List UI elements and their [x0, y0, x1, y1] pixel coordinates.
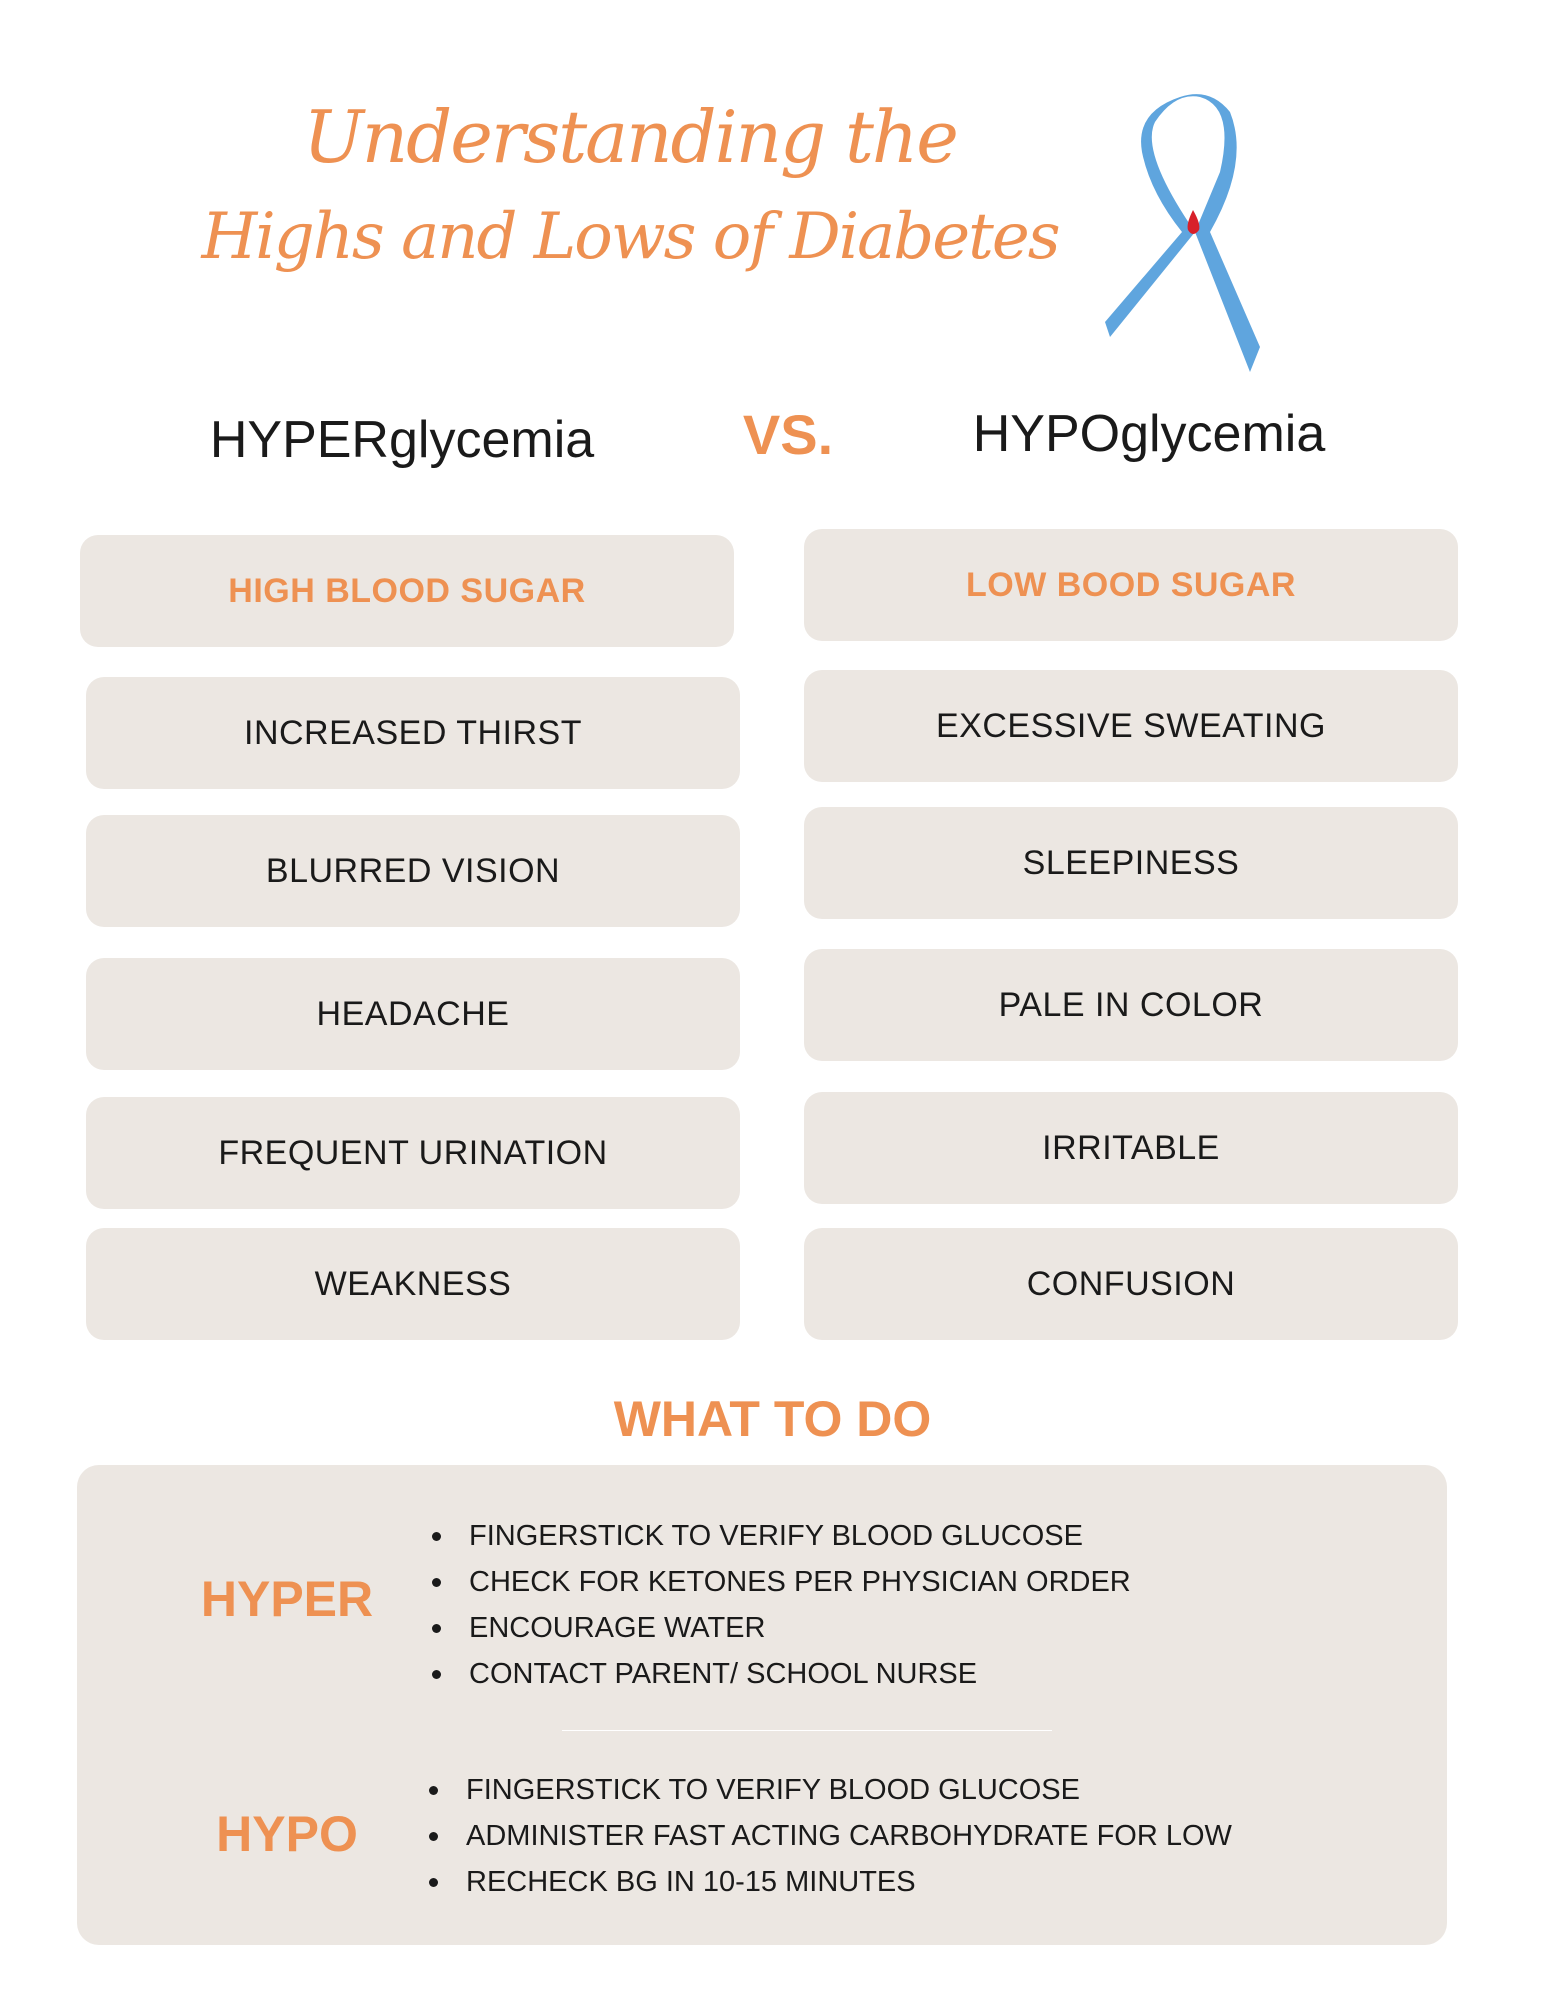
- hypo-symptom: SLEEPINESS: [804, 807, 1458, 919]
- vs-label: VS.: [742, 403, 834, 466]
- hyper-symptom: BLURRED VISION: [86, 815, 740, 927]
- list-item: CHECK FOR KETONES PER PHYSICIAN ORDER: [432, 1559, 1131, 1605]
- title-line-2: Highs and Lows of Diabetes: [201, 200, 1059, 274]
- title-line-1: Understanding the: [303, 95, 957, 179]
- hypo-symptom: PALE IN COLOR: [804, 949, 1458, 1061]
- list-item: FINGERSTICK TO VERIFY BLOOD GLUCOSE: [429, 1767, 1232, 1813]
- hyper-symptom: INCREASED THIRST: [86, 677, 740, 789]
- hypo-symptom: IRRITABLE: [804, 1092, 1458, 1204]
- list-item: FINGERSTICK TO VERIFY BLOOD GLUCOSE: [432, 1513, 1131, 1559]
- list-item: RECHECK BG IN 10-15 MINUTES: [429, 1859, 1232, 1905]
- section-divider: [562, 1730, 1052, 1731]
- blood-drop-icon: [1188, 210, 1200, 234]
- hyper-symptom: FREQUENT URINATION: [86, 1097, 740, 1209]
- hyper-label: HYPER: [200, 1571, 374, 1627]
- hyper-steps-list: [432, 1513, 1131, 1697]
- hypo-label: HYPO: [216, 1806, 358, 1862]
- awareness-ribbon-icon: [1100, 92, 1270, 377]
- hyperglycemia-heading: HYPERglycemia: [209, 411, 595, 469]
- what-to-do-panel: [77, 1465, 1447, 1945]
- hyper-symptom: WEAKNESS: [86, 1228, 740, 1340]
- hyper-symptom: HEADACHE: [86, 958, 740, 1070]
- list-item: CONTACT PARENT/ SCHOOL NURSE: [432, 1651, 1131, 1697]
- what-to-do-heading: WHAT TO DO: [613, 1391, 932, 1447]
- hypo-steps-list: [429, 1767, 1232, 1905]
- hypoglycemia-heading: HYPOglycemia: [972, 405, 1326, 463]
- hypo-symptom: EXCESSIVE SWEATING: [804, 670, 1458, 782]
- hypo-symptom: CONFUSION: [804, 1228, 1458, 1340]
- hypo-symptom-header: LOW BOOD SUGAR: [804, 529, 1458, 641]
- list-item: ADMINISTER FAST ACTING CARBOHYDRATE FOR LOW: [429, 1813, 1232, 1859]
- hyper-symptom-header: HIGH BLOOD SUGAR: [80, 535, 734, 647]
- list-item: ENCOURAGE WATER: [432, 1605, 1131, 1651]
